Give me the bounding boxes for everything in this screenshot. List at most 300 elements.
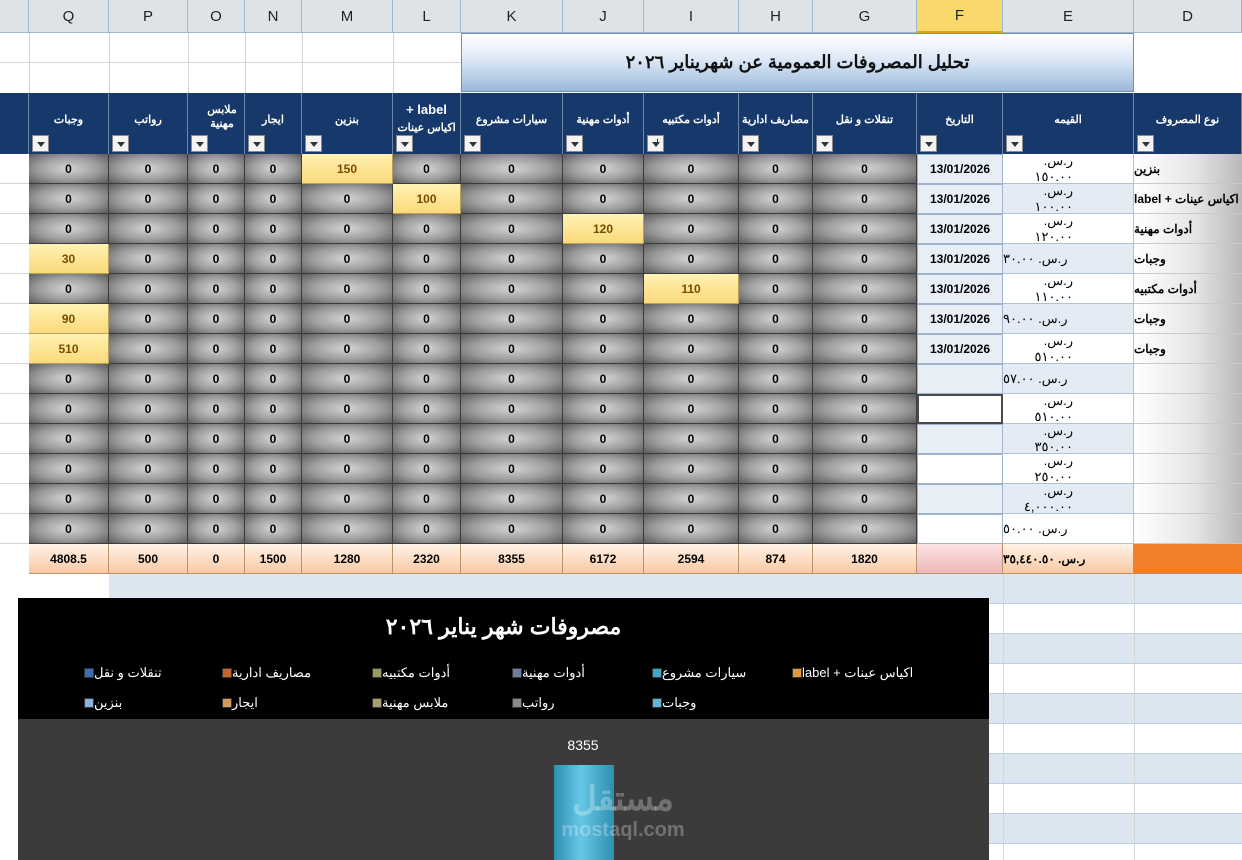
cell-h-12[interactable]: 0 <box>739 484 813 514</box>
cell-q-7[interactable]: 510 <box>29 334 109 364</box>
cell-i-10[interactable]: 0 <box>644 424 739 454</box>
cell-g-4[interactable]: 0 <box>813 244 917 274</box>
cell-l-8[interactable]: 0 <box>393 364 461 394</box>
cell-k-12[interactable]: 0 <box>461 484 563 514</box>
cell-i-4[interactable]: 0 <box>644 244 739 274</box>
date-cell-1[interactable]: 13/01/2026 <box>917 154 1003 184</box>
cell-l-6[interactable]: 0 <box>393 304 461 334</box>
gutter-line <box>0 183 29 184</box>
total-l[interactable]: 2320 <box>393 544 461 574</box>
header-label-k: سيارات مشروع <box>475 114 548 126</box>
grid-divider <box>1003 574 1004 860</box>
cell-i-5[interactable]: 110 <box>644 274 739 304</box>
cell-i-13[interactable]: 0 <box>644 514 739 544</box>
gutter-line <box>0 273 29 274</box>
total-h[interactable]: 874 <box>739 544 813 574</box>
select-all-corner[interactable] <box>0 0 29 33</box>
cell-j-2[interactable]: 0 <box>563 184 644 214</box>
legend-item[interactable] <box>368 664 498 682</box>
legend-item[interactable] <box>648 694 778 712</box>
filter-dropdown-d[interactable] <box>1137 135 1154 152</box>
cell-h-4[interactable]: 0 <box>739 244 813 274</box>
cell-o-13[interactable]: 0 <box>188 514 245 544</box>
header-label-n: ايجار <box>262 114 284 126</box>
cell-p-10[interactable]: 0 <box>109 424 188 454</box>
cell-n-11[interactable]: 0 <box>245 454 302 484</box>
cell-g-9[interactable]: 0 <box>813 394 917 424</box>
gutter-line <box>0 423 29 424</box>
column-header-l[interactable]: L <box>393 0 461 33</box>
cell-m-13[interactable]: 0 <box>302 514 393 544</box>
cell-g-12[interactable]: 0 <box>813 484 917 514</box>
cell-q-3[interactable]: 0 <box>29 214 109 244</box>
cell-j-12[interactable]: 0 <box>563 484 644 514</box>
watermark-logo <box>538 779 708 859</box>
header-label-h: مصاريف ادارية <box>742 114 809 126</box>
date-cell-4[interactable]: 13/01/2026 <box>917 244 1003 274</box>
legend-label: تنقلات و نقل <box>94 665 162 680</box>
cell-g-7[interactable]: 0 <box>813 334 917 364</box>
type-cell-5[interactable]: أدوات مكتبيه <box>1134 274 1242 304</box>
cell-i-2[interactable]: 0 <box>644 184 739 214</box>
total-o[interactable]: 0 <box>188 544 245 574</box>
gutter-line <box>0 483 29 484</box>
header-label-f: التاريخ <box>945 114 974 126</box>
date-cell-13[interactable] <box>917 514 1003 544</box>
cell-p-6[interactable]: 0 <box>109 304 188 334</box>
total-n[interactable]: 1500 <box>245 544 302 574</box>
date-cell-5[interactable]: 13/01/2026 <box>917 274 1003 304</box>
sheet-title <box>461 33 1134 92</box>
cell-i-11[interactable]: 0 <box>644 454 739 484</box>
cell-h-9[interactable]: 0 <box>739 394 813 424</box>
filter-dropdown-m[interactable] <box>305 135 322 152</box>
cell-k-5[interactable]: 0 <box>461 274 563 304</box>
cell-j-10[interactable]: 0 <box>563 424 644 454</box>
filter-dropdown-f[interactable] <box>920 135 937 152</box>
gutter-line <box>0 453 29 454</box>
column-header-j[interactable]: J <box>563 0 644 33</box>
value-cell-11[interactable]: ر.س. ٢٥٠.٠٠ <box>1003 454 1134 484</box>
cell-j-4[interactable]: 0 <box>563 244 644 274</box>
sheet-title-text: تحليل المصروفات العمومية عن شهريناير ٢٠٢٦ <box>625 52 970 72</box>
header-cell-l <box>393 93 461 154</box>
cell-n-13[interactable]: 0 <box>245 514 302 544</box>
header-cell-k <box>461 93 563 154</box>
filter-dropdown-k[interactable] <box>464 135 481 152</box>
value-cell-3[interactable]: ر.س. ١٢٠.٠٠ <box>1003 214 1134 244</box>
header-label-g: تنقلات و نقل <box>835 114 894 126</box>
cell-k-7[interactable]: 0 <box>461 334 563 364</box>
cell-l-9[interactable]: 0 <box>393 394 461 424</box>
cell-p-4[interactable]: 0 <box>109 244 188 274</box>
cell-o-4[interactable]: 0 <box>188 244 245 274</box>
cell-i-12[interactable]: 0 <box>644 484 739 514</box>
filter-dropdown-n[interactable] <box>248 135 265 152</box>
cell-j-13[interactable]: 0 <box>563 514 644 544</box>
gutter-line <box>0 543 29 544</box>
legend-item[interactable] <box>80 664 210 682</box>
watermark-en: mostaql.com <box>561 819 685 841</box>
column-header-e[interactable]: E <box>1003 0 1134 33</box>
date-cell-8[interactable] <box>917 364 1003 394</box>
cell-o-7[interactable]: 0 <box>188 334 245 364</box>
cell-o-3[interactable]: 0 <box>188 214 245 244</box>
total-type-cell[interactable] <box>1134 544 1242 574</box>
cell-o-2[interactable]: 0 <box>188 184 245 214</box>
cell-l-11[interactable]: 0 <box>393 454 461 484</box>
filter-dropdown-l[interactable] <box>396 135 413 152</box>
cell-k-9[interactable]: 0 <box>461 394 563 424</box>
cell-q-9[interactable]: 0 <box>29 394 109 424</box>
cell-l-7[interactable]: 0 <box>393 334 461 364</box>
filter-dropdown-g[interactable] <box>816 135 833 152</box>
legend-item[interactable] <box>218 664 348 682</box>
cell-i-3[interactable]: 0 <box>644 214 739 244</box>
cell-n-5[interactable]: 0 <box>245 274 302 304</box>
cell-o-10[interactable]: 0 <box>188 424 245 454</box>
watermark-ar: مستقل <box>572 780 674 818</box>
value-cell-5[interactable]: ر.س. ١١٠.٠٠ <box>1003 274 1134 304</box>
cell-q-12[interactable]: 0 <box>29 484 109 514</box>
legend-item[interactable] <box>368 694 498 712</box>
grid-divider <box>1134 574 1135 860</box>
cell-p-7[interactable]: 0 <box>109 334 188 364</box>
legend-swatch <box>512 668 522 678</box>
gutter-line <box>0 243 29 244</box>
cell-n-12[interactable]: 0 <box>245 484 302 514</box>
total-p[interactable]: 500 <box>109 544 188 574</box>
header-label-p: رواتب <box>134 114 162 126</box>
cell-o-8[interactable]: 0 <box>188 364 245 394</box>
cell-n-1[interactable]: 0 <box>245 154 302 184</box>
cell-o-11[interactable]: 0 <box>188 454 245 484</box>
filter-dropdown-q[interactable] <box>32 135 49 152</box>
type-cell-7[interactable]: وجبات <box>1134 334 1242 364</box>
legend-item[interactable] <box>218 694 348 712</box>
cell-q-10[interactable]: 0 <box>29 424 109 454</box>
cell-j-11[interactable]: 0 <box>563 454 644 484</box>
type-cell-6[interactable]: وجبات <box>1134 304 1242 334</box>
column-header-f[interactable]: F <box>917 0 1003 33</box>
cell-n-4[interactable]: 0 <box>245 244 302 274</box>
cell-k-6[interactable]: 0 <box>461 304 563 334</box>
cell-p-9[interactable]: 0 <box>109 394 188 424</box>
type-cell-13[interactable] <box>1134 514 1242 544</box>
legend-swatch <box>652 698 662 708</box>
cell-g-6[interactable]: 0 <box>813 304 917 334</box>
cell-h-2[interactable]: 0 <box>739 184 813 214</box>
gutter-line <box>0 393 29 394</box>
total-q[interactable]: 4808.5 <box>29 544 109 574</box>
cell-p-12[interactable]: 0 <box>109 484 188 514</box>
chart-plot-area <box>18 719 989 860</box>
legend-swatch <box>222 698 232 708</box>
cell-m-10[interactable]: 0 <box>302 424 393 454</box>
header-cell-d <box>1134 93 1242 154</box>
cell-k-8[interactable]: 0 <box>461 364 563 394</box>
cell-g-10[interactable]: 0 <box>813 424 917 454</box>
value-cell-2[interactable]: ر.س. ١٠٠.٠٠ <box>1003 184 1134 214</box>
date-cell-6[interactable]: 13/01/2026 <box>917 304 1003 334</box>
cell-j-5[interactable]: 0 <box>563 274 644 304</box>
cell-m-5[interactable]: 0 <box>302 274 393 304</box>
cell-n-10[interactable]: 0 <box>245 424 302 454</box>
cell-m-1[interactable]: 150 <box>302 154 393 184</box>
legend-item[interactable] <box>80 694 210 712</box>
cell-h-8[interactable]: 0 <box>739 364 813 394</box>
cell-m-8[interactable]: 0 <box>302 364 393 394</box>
column-header-m[interactable]: M <box>302 0 393 33</box>
cell-o-1[interactable]: 0 <box>188 154 245 184</box>
value-cell-8[interactable]: ر.س. ٥٧.٠٠ <box>1003 364 1134 394</box>
cell-h-11[interactable]: 0 <box>739 454 813 484</box>
expense-chart[interactable] <box>18 598 989 860</box>
column-header-h[interactable]: H <box>739 0 813 33</box>
value-cell-1[interactable]: ر.س. ١٥٠.٠٠ <box>1003 154 1134 184</box>
cell-n-9[interactable]: 0 <box>245 394 302 424</box>
column-header-k[interactable]: K <box>461 0 563 33</box>
header-label-e: القيمه <box>1054 114 1082 126</box>
date-cell-7[interactable]: 13/01/2026 <box>917 334 1003 364</box>
total-value[interactable]: ر.س. ٣٥,٤٤٠.٥٠ <box>1003 544 1134 574</box>
cell-m-3[interactable]: 0 <box>302 214 393 244</box>
cell-k-3[interactable]: 0 <box>461 214 563 244</box>
filter-dropdown-o[interactable] <box>191 135 208 152</box>
cell-o-9[interactable]: 0 <box>188 394 245 424</box>
date-cell-11[interactable] <box>917 454 1003 484</box>
cell-g-13[interactable]: 0 <box>813 514 917 544</box>
cell-i-6[interactable]: 0 <box>644 304 739 334</box>
cell-n-6[interactable]: 0 <box>245 304 302 334</box>
cell-k-4[interactable]: 0 <box>461 244 563 274</box>
filter-dropdown-i[interactable] <box>647 135 664 152</box>
legend-swatch <box>222 668 232 678</box>
header-cell-e <box>1003 93 1134 154</box>
type-cell-3[interactable]: أدوات مهنية <box>1134 214 1242 244</box>
value-cell-10[interactable]: ر.س. ٣٥٠.٠٠ <box>1003 424 1134 454</box>
cell-h-6[interactable]: 0 <box>739 304 813 334</box>
date-cell-12[interactable] <box>917 484 1003 514</box>
header-label-o: ملابس مهنية <box>207 104 237 130</box>
type-cell-1[interactable]: بنزين <box>1134 154 1242 184</box>
cell-q-2[interactable]: 0 <box>29 184 109 214</box>
legend-swatch <box>792 668 802 678</box>
legend-item[interactable] <box>788 664 918 682</box>
cell-h-5[interactable]: 0 <box>739 274 813 304</box>
cell-k-11[interactable]: 0 <box>461 454 563 484</box>
column-header-g[interactable]: G <box>813 0 917 33</box>
type-cell-2[interactable]: اكياس عينات + label <box>1134 184 1242 214</box>
cell-j-8[interactable]: 0 <box>563 364 644 394</box>
value-cell-4[interactable]: ر.س. ٣٠.٠٠ <box>1003 244 1134 274</box>
cell-j-9[interactable]: 0 <box>563 394 644 424</box>
cell-l-13[interactable]: 0 <box>393 514 461 544</box>
cell-k-10[interactable]: 0 <box>461 424 563 454</box>
cell-p-11[interactable]: 0 <box>109 454 188 484</box>
cell-n-7[interactable]: 0 <box>245 334 302 364</box>
cell-q-11[interactable]: 0 <box>29 454 109 484</box>
value-cell-7[interactable]: ر.س. ٥١٠.٠٠ <box>1003 334 1134 364</box>
gutter-line <box>0 303 29 304</box>
legend-swatch <box>84 668 94 678</box>
cell-k-1[interactable]: 0 <box>461 154 563 184</box>
legend-label: اكياس عينات + label <box>802 665 914 680</box>
cell-m-7[interactable]: 0 <box>302 334 393 364</box>
cell-l-1[interactable]: 0 <box>393 154 461 184</box>
cell-h-3[interactable]: 0 <box>739 214 813 244</box>
cell-q-13[interactable]: 0 <box>29 514 109 544</box>
value-cell-6[interactable]: ر.س. ٩٠.٠٠ <box>1003 304 1134 334</box>
cell-j-7[interactable]: 0 <box>563 334 644 364</box>
legend-label: وجبات <box>662 695 697 710</box>
header-cell-h <box>739 93 813 154</box>
cell-o-12[interactable]: 0 <box>188 484 245 514</box>
header-label-j: أدوات مهنية <box>576 114 630 126</box>
legend-item[interactable] <box>508 694 638 712</box>
cell-l-3[interactable]: 0 <box>393 214 461 244</box>
cell-j-6[interactable]: 0 <box>563 304 644 334</box>
legend-item[interactable] <box>648 664 778 682</box>
cell-p-8[interactable]: 0 <box>109 364 188 394</box>
header-cell-p <box>109 93 188 154</box>
type-cell-8[interactable] <box>1134 364 1242 394</box>
cell-l-5[interactable]: 0 <box>393 274 461 304</box>
column-header-o[interactable]: O <box>188 0 245 33</box>
cell-m-12[interactable]: 0 <box>302 484 393 514</box>
cell-q-1[interactable]: 0 <box>29 154 109 184</box>
column-header-q[interactable]: Q <box>29 0 109 33</box>
legend-swatch <box>372 698 382 708</box>
cell-n-3[interactable]: 0 <box>245 214 302 244</box>
cell-o-5[interactable]: 0 <box>188 274 245 304</box>
type-cell-11[interactable] <box>1134 454 1242 484</box>
cell-q-4[interactable]: 30 <box>29 244 109 274</box>
cell-j-3[interactable]: 120 <box>563 214 644 244</box>
cell-g-2[interactable]: 0 <box>813 184 917 214</box>
legend-label: سيارات مشروع <box>662 665 747 680</box>
legend-label: بنزين <box>94 695 123 710</box>
cell-k-13[interactable]: 0 <box>461 514 563 544</box>
cell-k-2[interactable]: 0 <box>461 184 563 214</box>
cell-l-12[interactable]: 0 <box>393 484 461 514</box>
value-cell-9[interactable]: ر.س. ٥١٠.٠٠ <box>1003 394 1134 424</box>
filter-dropdown-e[interactable] <box>1006 135 1023 152</box>
filter-dropdown-h[interactable] <box>742 135 759 152</box>
cell-p-13[interactable]: 0 <box>109 514 188 544</box>
legend-label: أدوات مكتبيه <box>382 665 451 680</box>
total-m[interactable]: 1280 <box>302 544 393 574</box>
cell-i-1[interactable]: 0 <box>644 154 739 184</box>
cell-g-1[interactable]: 0 <box>813 154 917 184</box>
cell-g-3[interactable]: 0 <box>813 214 917 244</box>
cell-p-3[interactable]: 0 <box>109 214 188 244</box>
header-cell-f <box>917 93 1003 154</box>
type-cell-12[interactable] <box>1134 484 1242 514</box>
date-cell-10[interactable] <box>917 424 1003 454</box>
cell-p-2[interactable]: 0 <box>109 184 188 214</box>
total-k[interactable]: 8355 <box>461 544 563 574</box>
header-cell-o <box>188 93 245 154</box>
type-cell-4[interactable]: وجبات <box>1134 244 1242 274</box>
total-g[interactable]: 1820 <box>813 544 917 574</box>
cell-o-6[interactable]: 0 <box>188 304 245 334</box>
column-header-p[interactable]: P <box>109 0 188 33</box>
cell-p-1[interactable]: 0 <box>109 154 188 184</box>
cell-l-4[interactable]: 0 <box>393 244 461 274</box>
legend-label: أدوات مهنية <box>522 665 585 680</box>
cell-q-8[interactable]: 0 <box>29 364 109 394</box>
header-label-l2: اكياس عينات <box>397 122 456 134</box>
header-cell-j <box>563 93 644 154</box>
cell-g-8[interactable]: 0 <box>813 364 917 394</box>
cell-p-5[interactable]: 0 <box>109 274 188 304</box>
type-cell-10[interactable] <box>1134 424 1242 454</box>
column-header-i[interactable]: I <box>644 0 739 33</box>
header-cell-i <box>644 93 739 154</box>
header-label-i: أدوات مكتبيه <box>662 114 720 126</box>
total-i[interactable]: 2594 <box>644 544 739 574</box>
header-label-l1: label + <box>406 102 447 117</box>
gutter-line <box>0 333 29 334</box>
gutter-line <box>0 513 29 514</box>
cell-m-6[interactable]: 0 <box>302 304 393 334</box>
date-cell-3[interactable]: 13/01/2026 <box>917 214 1003 244</box>
cell-m-11[interactable]: 0 <box>302 454 393 484</box>
legend-label: مصاريف ادارية <box>232 665 312 680</box>
date-cell-9[interactable] <box>917 394 1003 424</box>
cell-l-10[interactable]: 0 <box>393 424 461 454</box>
cell-m-4[interactable]: 0 <box>302 244 393 274</box>
cell-m-9[interactable]: 0 <box>302 394 393 424</box>
header-cell-n <box>245 93 302 154</box>
bar-data-label: 8355 <box>567 737 599 753</box>
column-header-n[interactable]: N <box>245 0 302 33</box>
cell-i-7[interactable]: 0 <box>644 334 739 364</box>
cell-q-5[interactable]: 0 <box>29 274 109 304</box>
cell-j-1[interactable]: 0 <box>563 154 644 184</box>
cell-i-9[interactable]: 0 <box>644 394 739 424</box>
cell-i-8[interactable]: 0 <box>644 364 739 394</box>
total-j[interactable]: 6172 <box>563 544 644 574</box>
cell-h-13[interactable]: 0 <box>739 514 813 544</box>
type-cell-9[interactable] <box>1134 394 1242 424</box>
cell-g-11[interactable]: 0 <box>813 454 917 484</box>
cell-n-2[interactable]: 0 <box>245 184 302 214</box>
cell-g-5[interactable]: 0 <box>813 274 917 304</box>
cell-l-2[interactable]: 100 <box>393 184 461 214</box>
legend-label: رواتب <box>522 695 555 710</box>
value-cell-12[interactable]: ر.س. ٤,٠٠٠.٠٠ <box>1003 484 1134 514</box>
filter-dropdown-j[interactable] <box>566 135 583 152</box>
legend-label: ايجار <box>232 695 258 710</box>
legend-swatch <box>372 668 382 678</box>
date-cell-2[interactable]: 13/01/2026 <box>917 184 1003 214</box>
filter-dropdown-p[interactable] <box>112 135 129 152</box>
legend-item[interactable] <box>508 664 638 682</box>
cell-h-7[interactable]: 0 <box>739 334 813 364</box>
column-header-d[interactable]: D <box>1134 0 1242 33</box>
cell-h-1[interactable]: 0 <box>739 154 813 184</box>
value-cell-13[interactable]: ر.س. ٥٠.٠٠ <box>1003 514 1134 544</box>
legend-swatch <box>84 698 94 708</box>
cell-q-6[interactable]: 90 <box>29 304 109 334</box>
cell-h-10[interactable]: 0 <box>739 424 813 454</box>
header-label-d: نوع المصروف <box>1155 114 1220 126</box>
cell-n-8[interactable]: 0 <box>245 364 302 394</box>
total-date-cell[interactable] <box>917 544 1003 574</box>
cell-m-2[interactable]: 0 <box>302 184 393 214</box>
